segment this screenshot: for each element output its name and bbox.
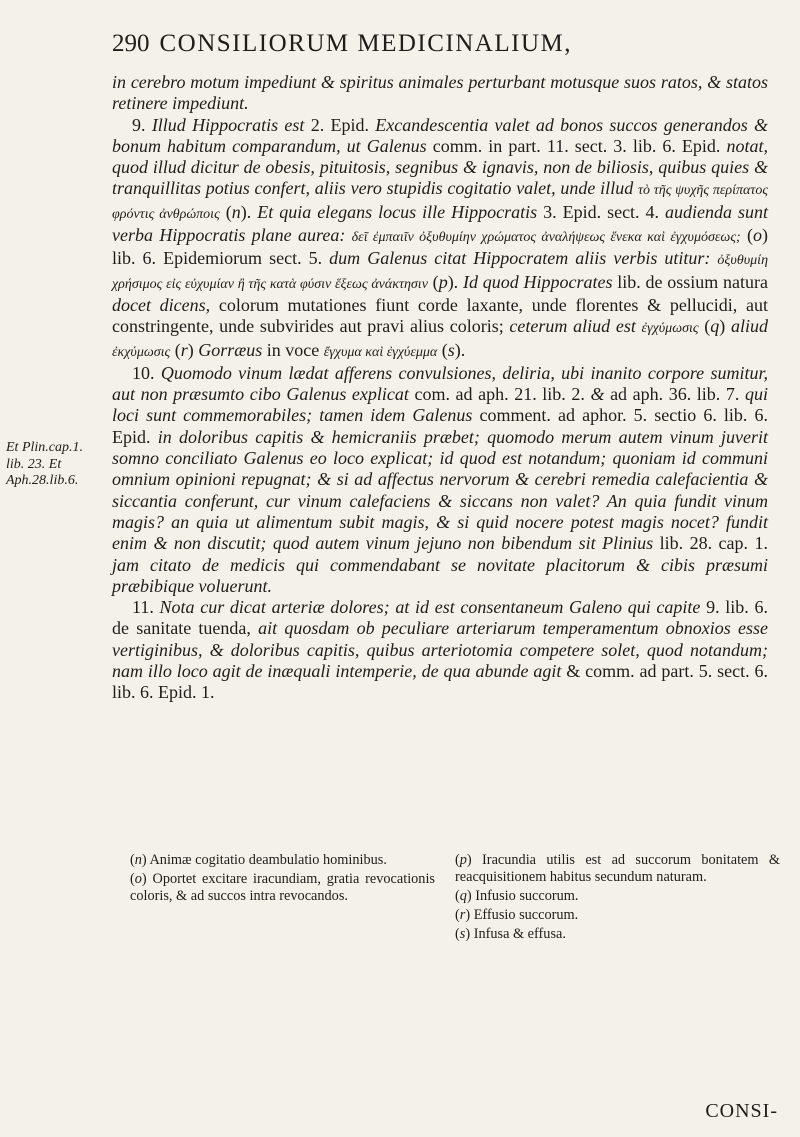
text-segment: &	[590, 384, 611, 405]
text-segment: Quomodo vinum lædat afferens convulsiones, deliria, ubi inanito corpore sumitur, aut non præsumto cibo Galenus explicat	[112, 362, 769, 405]
footnote: (s) Infusa & effusa.	[455, 926, 566, 942]
text-segment: comment. ad aphor. 5. sectio 6. lib. 6. Epid.	[112, 405, 768, 447]
text-segment: lib. de ossium natura	[617, 271, 769, 292]
text-segment: o	[753, 225, 763, 246]
text-segment: docet dicens,	[112, 294, 219, 315]
running-title: CONSILIORUM MEDICINALIUM,	[159, 30, 572, 57]
paragraph-p0	[112, 72, 768, 115]
margin-note-line: Et Plin.cap.1.	[6, 440, 83, 455]
footnote-mark: q	[459, 888, 467, 904]
paragraph-p9	[112, 115, 768, 363]
paragraph-p10	[112, 363, 768, 597]
footnotes-right-column	[455, 852, 780, 945]
margin-note-line: Aph.28.lib.6.	[6, 473, 79, 488]
text-segment: Id quod Hippocrates	[462, 271, 618, 292]
text-segment: Gorræus	[198, 339, 267, 360]
text-segment: 9. lib. 6. de sanitate tuenda,	[112, 597, 768, 639]
text-segment: 11.	[132, 597, 160, 618]
text-segment: (	[437, 339, 448, 360]
text-segment: & comm. ad part. 5. sect. 6. lib. 6. Epid. 1.	[112, 661, 768, 703]
text-segment: (	[427, 271, 439, 292]
paragraph-p11	[112, 597, 768, 703]
text-segment: jam citato de medicis qui commendabant se novitate placitorum & cibis præsumi præbibique voluerunt.	[112, 554, 768, 596]
text-segment: Illud Hippocratis est	[151, 114, 311, 135]
text-segment: dum Galenus citat Hippocratem aliis verbis utitur:	[329, 248, 718, 269]
footnote: (n) Animæ cogitatio deambulatio hominibus.	[130, 852, 387, 868]
text-segment: s	[447, 339, 455, 360]
text-segment: colorum mutationes fiunt corde laxante, unde florentes & pellucidi, aut constringente, unde subvirides aut pravi alius coloris;	[112, 294, 768, 337]
footnote-text: Animæ cogitatio deambulatio hominibus.	[149, 852, 387, 868]
text-segment: )	[719, 316, 731, 337]
footnote: (r) Effusio succorum.	[455, 907, 579, 923]
text-segment: ).	[447, 271, 463, 292]
greek-text: ἐκχύμωσις	[112, 344, 171, 360]
text-segment: comm. in part. 11. sect. 3. lib. 6. Epid.	[432, 135, 727, 156]
text-segment: ad aph. 36. lib. 7.	[610, 384, 745, 405]
text-segment: Excandescentia valet ad bonos succos generandos & bonum habitum comparandum, ut Galenus	[112, 114, 768, 156]
catchword: CONSI-	[705, 1100, 778, 1122]
text-segment: p	[438, 271, 448, 292]
footnote: (p) Iracundia utilis est ad succorum bonitatem & reacquisitionem habitus secundum naturam.	[455, 852, 780, 885]
footnote-mark: n	[134, 852, 142, 868]
text-segment: (	[170, 339, 181, 360]
body-text	[112, 72, 768, 704]
text-segment: ).	[240, 201, 258, 222]
margin-note	[6, 440, 106, 490]
footnote-text: Infusio succorum.	[475, 888, 579, 904]
text-segment: in cerebro motum impediunt & spiritus animales perturbant motusque suos ratos, & statos retinere impediunt.	[112, 72, 768, 114]
greek-text: τὸ τῆς ψυχῆς περίπατος φρόντις ἀνθρώποις	[112, 183, 769, 222]
footnote: (q) Infusio succorum.	[455, 888, 579, 904]
text-segment: (	[698, 316, 711, 337]
text-segment: n	[231, 201, 241, 222]
footnote: (o) Oportet excitare iracundiam, gratia revocationis coloris, & ad succos intra revocandos.	[130, 871, 435, 904]
text-segment: (	[740, 225, 754, 246]
footnote-mark: o	[134, 871, 142, 887]
footnote-text: Oportet excitare iracundiam, gratia revocationis coloris, & ad succos intra revocandos.	[130, 871, 435, 904]
text-segment: ).	[454, 339, 466, 360]
text-segment: 9.	[132, 114, 152, 135]
text-segment: com. ad aph. 21. lib. 2.	[414, 384, 591, 405]
text-segment: 3. Epid. sect. 4.	[543, 201, 666, 222]
text-segment: in doloribus capitis & hemicraniis præbet; quomodo merum autem vinum juverit somno conciliato Galenus eo loco explicat; id quod est notandum; quoniam id communi omnium opinioni repugnat; & si ad affectus nervorum & cerebri remedia calefacientia & siccantia conferunt, cur vinum calefaciens & siccans non valet? An quia fundit vinum magis? an quia ut alimentum subit magis, & si quid nocere potest magis nocet? fundit enim & non discutit; quod autem vinum jejuno non bibendum sit Plinius	[112, 426, 769, 554]
text-segment: notat, quod illud dicitur de obesis, pituitosis, segnibus & ignavis, non de biliosis, quibus quies & tranquillitas potius confert, aliis vero stupidis cogitatio valet, unde illud	[112, 135, 768, 199]
text-segment: ceterum aliud est	[509, 316, 642, 337]
text-segment: Et quia elegans locus ille Hippocratis	[257, 201, 544, 222]
page-number: 290	[112, 30, 150, 57]
footnote-mark: p	[459, 852, 467, 868]
footnote-text: Effusio succorum.	[473, 907, 579, 923]
text-segment: Nota cur dicat arteriæ dolores; at id est consentaneum Galeno qui capite	[159, 597, 707, 618]
text-segment: 2. Epid.	[310, 114, 376, 135]
text-segment: )	[187, 339, 199, 360]
greek-text: ἐγχύμωσις	[641, 321, 699, 337]
text-segment: r	[180, 339, 188, 360]
margin-note-line: lib. 23. Et	[6, 456, 62, 472]
footnote-text: Infusa & effusa.	[473, 926, 566, 942]
text-segment: qui loci sunt commemorabiles; tamen idem Galenus	[112, 384, 768, 426]
greek-text: ἔγχυμα καὶ ἐγχύεμμα	[323, 344, 438, 360]
text-segment: 10.	[132, 362, 161, 383]
footnote-text: Iracundia utilis est ad succorum bonitatem & reacquisitionem habitus secundum naturam.	[455, 852, 780, 885]
footnote-mark: s	[459, 926, 466, 942]
text-segment: aliud	[731, 316, 769, 337]
text-segment: (	[219, 201, 232, 222]
text-segment: audienda sunt verba Hippocratis plane aurea:	[112, 201, 769, 246]
greek-text: ὀξυθυμίη χρήσιμος εἰς εὐχυμίαν ἢ τῆς κατὰ φύσιν ἕξεως ἀνάκτησιν	[112, 253, 769, 292]
text-segment: lib. 28. cap. 1.	[659, 533, 769, 554]
text-segment: ait quosdam ob peculiare arteriarum temperamentum obnoxios esse vertiginibus, & doloribus capitis, quibus arteriotomia competere solet, quod notandum; nam illo loco agit de inæquali intemperie, de qua abunde agit	[112, 618, 768, 682]
footnote-mark: r	[459, 907, 466, 923]
page-header	[112, 30, 772, 58]
text-segment: ) lib. 6. Epidemiorum sect. 5.	[112, 225, 769, 269]
footnotes-left-column	[130, 852, 435, 907]
text-segment: in voce	[266, 339, 324, 360]
text-segment: q	[710, 316, 720, 337]
greek-text: δεῖ ἐμπαιῖν ὀξυθυμίην χρώματος ἀναλήψεως ἕνεκα καὶ ἐγχυμόσεως;	[351, 230, 741, 246]
